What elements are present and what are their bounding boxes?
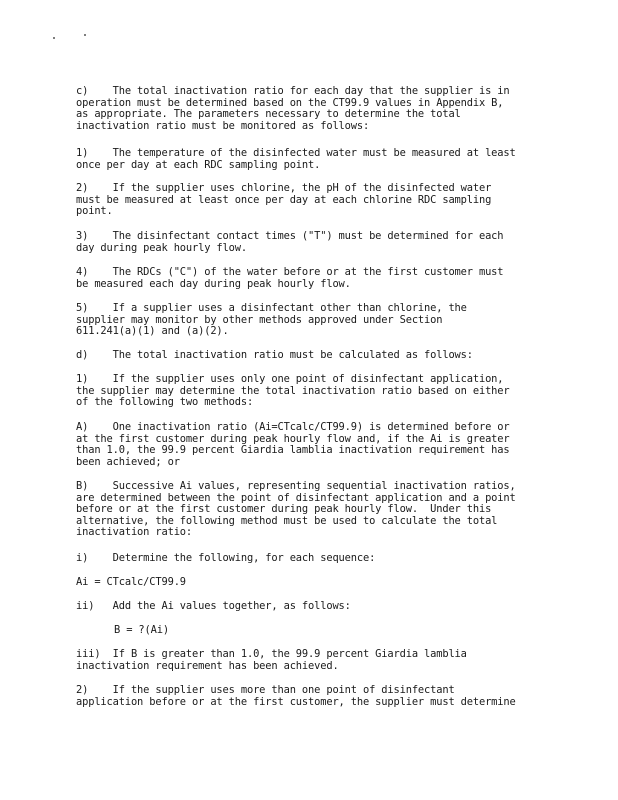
paragraph-c: c) The total inactivation ratio for each day that the supplier is in operation must be determined based on the CT99.9 values in Appendix B, as appropriate. The parameters necessary to determine the total inactivation ratio must be monitored as follows: xyxy=(76,85,510,132)
formula-ai: Ai = CTcalc/CT99.9 xyxy=(76,576,186,588)
scan-speck xyxy=(53,37,55,39)
paragraph-d-2: 2) If the supplier uses more than one point of disinfectant application before or at the first customer, the supplier must determine xyxy=(76,684,516,708)
formula-b: B = ?(Ai) xyxy=(114,624,169,636)
paragraph-d-1: 1) If the supplier uses only one point of disinfectant application, the supplier may determine the total inactivation ratio based on either of the following two methods: xyxy=(76,373,510,409)
paragraph-d-1-a: A) One inactivation ratio (Ai=CTcalc/CT99.9) is determined before or at the first customer during peak hourly flow and, if the Ai is greater than 1.0, the 99.9 percent Giardia lamblia inactivation requirement has been achieved; or xyxy=(76,421,510,468)
paragraph-d-1-b-ii: ii) Add the Ai values together, as follows: xyxy=(76,600,351,612)
paragraph-d: d) The total inactivation ratio must be calculated as follows: xyxy=(76,349,473,361)
paragraph-c-1: 1) The temperature of the disinfected water must be measured at least once per day at each RDC sampling point. xyxy=(76,147,516,171)
paragraph-d-1-b-i: i) Determine the following, for each sequence: xyxy=(76,552,376,564)
scan-speck xyxy=(84,34,86,36)
paragraph-c-3: 3) The disinfectant contact times ("T") must be determined for each day during peak hourly flow. xyxy=(76,230,504,254)
paragraph-c-5: 5) If a supplier uses a disinfectant other than chlorine, the supplier may monitor by other methods approved under Section 611.241(a)(1) and (a)(2). xyxy=(76,302,467,338)
paragraph-c-4: 4) The RDCs ("C") of the water before or at the first customer must be measured each day during peak hourly flow. xyxy=(76,266,504,290)
paragraph-d-1-b-iii: iii) If B is greater than 1.0, the 99.9 percent Giardia lamblia inactivation requirement has been achieved. xyxy=(76,648,467,672)
paragraph-c-2: 2) If the supplier uses chlorine, the pH of the disinfected water must be measured at least once per day at each chlorine RDC sampling point. xyxy=(76,182,492,218)
paragraph-d-1-b: B) Successive Ai values, representing sequential inactivation ratios, are determined between the point of disinfectant application and a point before or at the first customer during peak hourly flow. Under this alternative, the following method must be used to calculate the total inactivation ratio: xyxy=(76,480,516,539)
